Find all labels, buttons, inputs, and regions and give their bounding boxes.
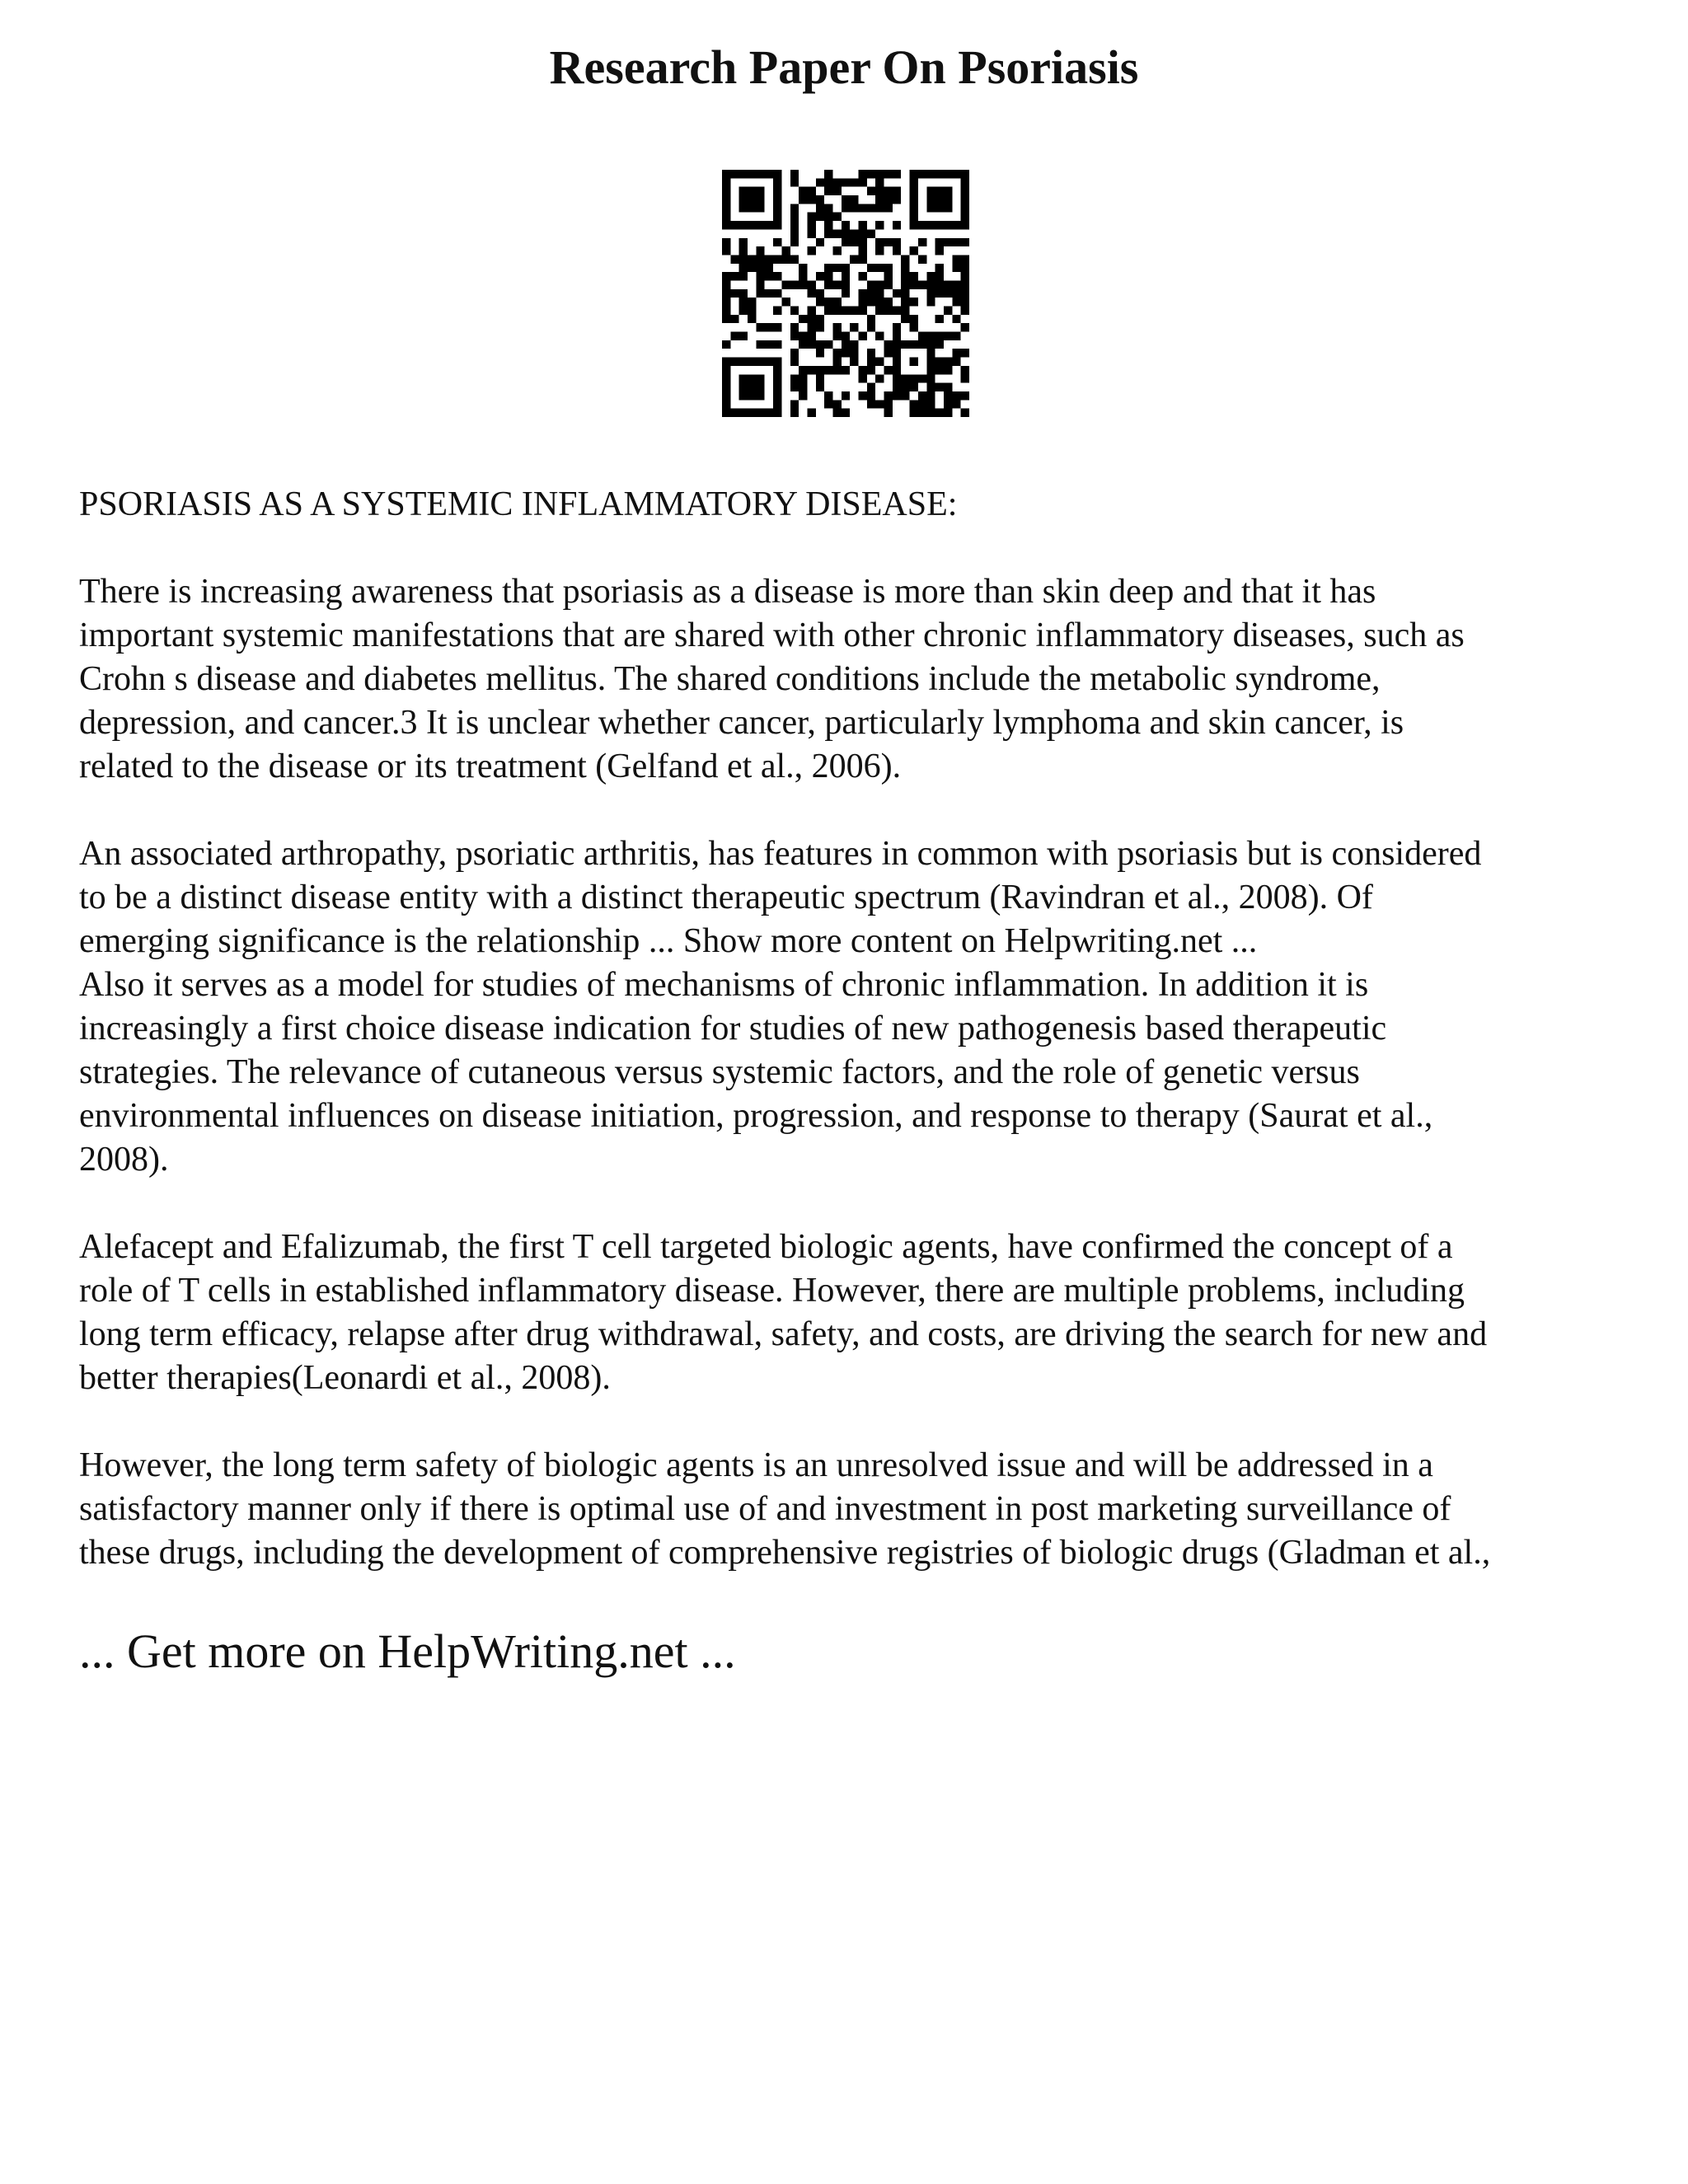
paragraph-5: However, the long term safety of biologic agents is an unresolved issue and will be addressed in a satisfactory manner only if there is optimal use of and investment in post marketing surveillance of these drugs, including the development of comprehensive registries of biologic drugs (Gladman et al., [79,1446,1491,1572]
article-body [79,483,1629,1619]
section-heading: PSORIASIS AS A SYSTEMIC INFLAMMATORY DISEASE: [79,485,958,523]
qr-code-graphic [722,170,969,417]
paragraph-1: There is increasing awareness that psoriasis as a disease is more than skin deep and that it has important systemic manifestations that are shared with other chronic inflammatory diseases, such as Crohn s disease and diabetes mellitus. The shared conditions include the metabolic syndrome, depression, and cancer.3 It is unclear whether cancer, particularly lymphoma and skin cancer, is related to the disease or its treatment (Gelfand et al., 2006). [79,573,1465,785]
paragraph-2: An associated arthropathy, psoriatic arthritis, has features in common with psoriasis but is considered to be a distinct disease entity with a distinct therapeutic spectrum (Ravindran et al., 2008). Of emerging significance is the relationship ... Show more content on Helpwriting.net ... [79,835,1482,960]
paragraph-3: Also it serves as a model for studies of mechanisms of chronic inflammation. In addition it is increasingly a first choice disease indication for studies of new pathogenesis based therapeutic strategies. The relevance of cutaneous versus systemic factors, and the role of genetic versus environmental influences on disease initiation, progression, and response to therapy (Saurat et al., 2008). [79,966,1433,1179]
paragraph-4: Alefacept and Efalizumab, the first T cell targeted biologic agents, have confirmed the concept of a role of T cells in established inflammatory disease. However, there are multiple problems, including long term efficacy, relapse after drug withdrawal, safety, and costs, are driving the search for new and better therapies(Leonardi et al., 2008). [79,1228,1488,1397]
get-more-link[interactable]: ... Get more on HelpWriting.net ... [79,1624,736,1678]
qr-code-icon [722,170,969,417]
page-title: Research Paper On Psoriasis [549,40,1139,94]
